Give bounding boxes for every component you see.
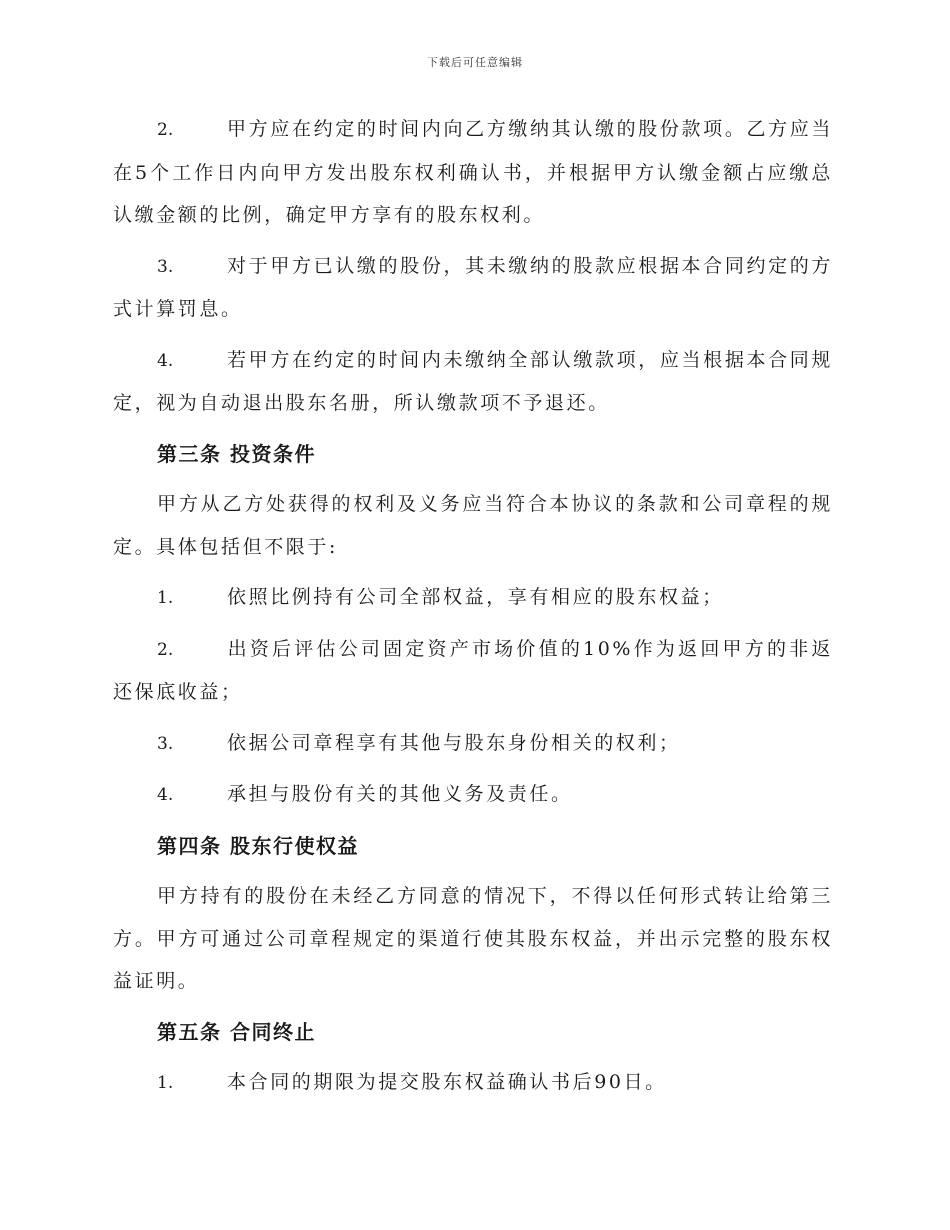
page-header: 下载后可任意编辑 (427, 56, 523, 69)
item-number: 4. (157, 350, 174, 371)
item-text: 依据公司章程享有其他与股东身份相关的权利； (227, 731, 681, 754)
list-item (113, 576, 833, 620)
item-number: 3. (157, 256, 174, 277)
item-number: 3. (157, 733, 174, 754)
section-heading-4: 第四条 股东行使权益 (157, 833, 359, 858)
list-item (113, 628, 833, 714)
list-item (113, 773, 833, 817)
item-text: 若甲方在约定的时间内未缴纳全部认缴款项，应当根据本合同规定，视为自动退出股东名册，所认缴款项不予退还。 (113, 348, 833, 414)
list-item (113, 1061, 833, 1105)
document-body (113, 108, 833, 1113)
item-text: 本合同的期限为提交股东权益确认书后90日。 (227, 1071, 667, 1093)
section-heading-5: 第五条 合同终止 (157, 1019, 316, 1044)
item-number: 2. (157, 120, 174, 140)
item-text: 甲方应在约定的时间内向乙方缴纳其认缴的股份款项。乙方应当在5个工作日内向甲方发出股东权利确认书，并根据甲方认缴金额占应缴总认缴金额的比例，确定甲方享有的股东权利。 (113, 118, 833, 226)
item-text: 对于甲方已认缴的股份，其未缴纳的股款应根据本合同约定的方式计算罚息。 (113, 254, 833, 320)
section-4-body: 甲方持有的股份在未经乙方同意的情况下，不得以任何形式转让给第三方。甲方可通过公司章程规定的渠道行使其股东权益，并出示完整的股东权益证明。 (113, 885, 833, 992)
item-number: 1. (157, 588, 174, 608)
item-number: 4. (157, 785, 174, 805)
list-item (113, 722, 833, 766)
item-text: 出资后评估公司固定资产市场价值的10%作为返回甲方的非返还保底收益； (113, 637, 833, 703)
section-3-intro: 甲方从乙方处获得的权利及义务应当符合本协议的条款和公司章程的规定。具体包括但不限于: (113, 493, 833, 558)
item-text: 承担与股份有关的其他义务及责任。 (227, 783, 573, 805)
item-number: 2. (157, 639, 174, 660)
section-heading-3: 第三条 投资条件 (157, 441, 316, 466)
item-text: 依照比例持有公司全部权益，享有相应的股东权益； (227, 586, 724, 608)
list-item (113, 245, 833, 331)
item-number: 1. (157, 1073, 174, 1093)
list-item (113, 339, 833, 425)
list-item (113, 108, 833, 237)
